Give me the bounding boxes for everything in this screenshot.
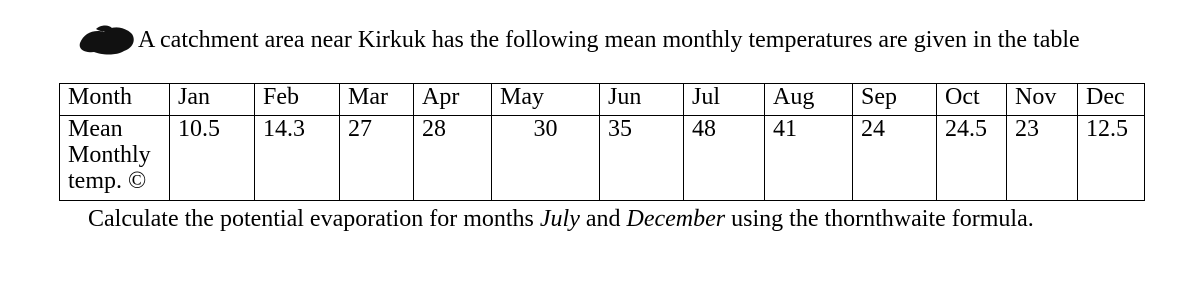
table-cell: 10.5: [170, 116, 255, 201]
question-part: using the thornthwaite formula.: [725, 206, 1034, 232]
table-cell: Oct: [937, 84, 1007, 116]
table-value-row: [60, 116, 1145, 201]
question-part: and: [579, 206, 627, 232]
table-cell: Jul: [684, 84, 765, 116]
table-cell: 24.5: [937, 116, 1007, 201]
table-cell: 28: [414, 116, 492, 201]
table-cell: Jun: [600, 84, 684, 116]
question-text: [88, 204, 1034, 234]
table-cell: 35: [600, 116, 684, 201]
table-cell: 48: [684, 116, 765, 201]
table-cell: Apr: [414, 84, 492, 116]
table-header-row: [60, 84, 1145, 116]
row-label-line: Monthly: [68, 142, 151, 168]
intro-text: A catchment area near Kirkuk has the following mean monthly temperatures are given in the table: [138, 27, 1080, 53]
table-cell: 24: [853, 116, 937, 201]
row-label-line: Mean: [68, 116, 123, 142]
table-cell: 12.5: [1078, 116, 1145, 201]
table-cell: 23: [1007, 116, 1078, 201]
table-cell: 14.3: [255, 116, 340, 201]
question-part: Calculate the potential evaporation for months: [88, 206, 540, 232]
table-cell: Dec: [1078, 84, 1145, 116]
ink-blot-mark: [76, 23, 136, 57]
question-month-december: December: [626, 206, 726, 232]
table-cell: 41: [765, 116, 853, 201]
month-header-label: Month: [60, 84, 170, 116]
table-cell: May: [492, 84, 600, 116]
table-cell: Mar: [340, 84, 414, 116]
table-cell: 30: [492, 116, 600, 201]
table-cell: Sep: [853, 84, 937, 116]
table-cell: Nov: [1007, 84, 1078, 116]
row-label-line: temp. ©: [68, 168, 147, 194]
question-month-july: July: [539, 206, 580, 232]
temperature-table: [59, 83, 1145, 201]
table-cell: Jan: [170, 84, 255, 116]
table-cell: Aug: [765, 84, 853, 116]
table-cell: Feb: [255, 84, 340, 116]
mean-monthly-temp-label: [60, 116, 170, 201]
table-cell: 27: [340, 116, 414, 201]
